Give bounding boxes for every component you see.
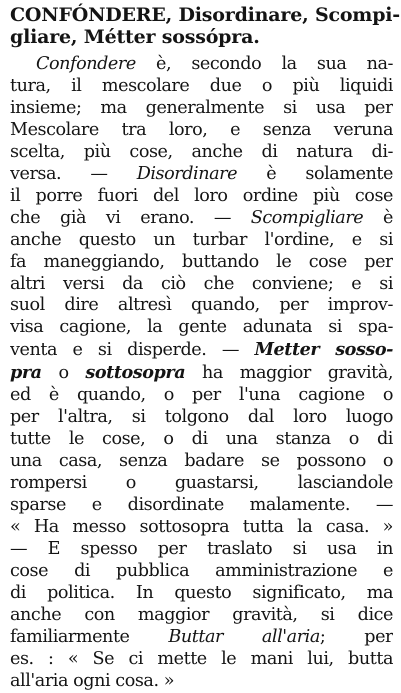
example-line — [10, 671, 393, 693]
example-text: « Ha messo sottosopra tutta la casa. » — [10, 517, 393, 538]
example-text: es. : « Se ci mette le mani lui, butta — [10, 648, 393, 669]
body-text: versa. — — [10, 163, 137, 184]
body-text: anche questo un turbar l'ordine, e si — [10, 229, 393, 250]
body-line — [10, 54, 393, 76]
body-text: rompersi o guastarsi, lasciandole — [10, 473, 393, 494]
body-text: Mescolare tra loro, e senza veruna — [10, 119, 393, 140]
body-line — [10, 605, 393, 627]
entry-heading — [10, 4, 400, 48]
body-text: venta e si disperde. — — [10, 340, 255, 361]
body-text: che già vi erano. — — [10, 207, 251, 228]
body-line — [10, 429, 393, 451]
body-text: è, secondo la sua na- — [135, 54, 393, 74]
body-text: fa maneggiando, buttando le cose per — [10, 251, 393, 272]
body-text: suol dire altresì quando, per improv- — [10, 295, 393, 316]
body-text: sparse e disordinate malamente. — — [10, 495, 393, 516]
body-line — [10, 451, 393, 473]
entry-heading-line-1: CONFÓNDERE, Disordinare, Scompi- — [10, 4, 400, 26]
term-scompigliare: Scompigliare — [250, 207, 364, 228]
body-line — [10, 252, 393, 274]
term-confondere: Confondere — [36, 54, 136, 74]
body-text: il porre fuori del loro ordine più cose — [10, 185, 393, 206]
body-text: cose di pubblica amministrazione e — [10, 560, 393, 581]
body-text: di politica. In questo significato, ma — [10, 582, 393, 603]
body-text: altri versi da ciò che conviene; e si — [10, 273, 393, 294]
body-text: o — [41, 363, 86, 384]
example-line — [10, 649, 393, 671]
term-sottosopra: sottosopra — [85, 362, 186, 384]
body-line — [10, 407, 393, 429]
body-text: ed è quando, o per l'una cagione o — [10, 385, 393, 406]
entry-body — [10, 54, 393, 693]
body-text: tutte le cose, o di una stanza o di — [10, 429, 393, 450]
body-line — [10, 98, 393, 120]
body-line — [10, 164, 393, 186]
term-disordinare: Disordinare — [136, 163, 238, 184]
body-line — [10, 295, 393, 317]
body-text: tura, il mescolare due o più liquidi — [10, 75, 393, 96]
body-line — [10, 317, 393, 339]
example-text: all'aria ogni cosa. » — [10, 670, 175, 691]
body-line — [10, 473, 393, 495]
body-text: scelta, più cose, anche di natura di- — [10, 141, 393, 162]
body-line — [10, 142, 393, 164]
body-line — [10, 385, 393, 407]
body-text: — E spesso per traslato si usa in — [10, 538, 393, 559]
body-line — [10, 76, 393, 98]
body-line — [10, 230, 393, 252]
body-line — [10, 120, 393, 142]
entry-heading-line-2: gliare, Métter sossópra. — [10, 26, 260, 48]
body-line — [10, 627, 393, 649]
body-text: ; per — [319, 626, 393, 647]
body-text: anche con maggior gravità, si dice — [10, 604, 393, 625]
body-line — [10, 339, 393, 362]
body-line — [10, 208, 393, 230]
body-line — [10, 274, 393, 296]
body-line — [10, 539, 393, 561]
body-text: visa cagione, la gente adunata si spa- — [10, 317, 393, 338]
term-metter-sossopra-cont: pra — [10, 362, 42, 384]
body-line — [10, 495, 393, 517]
body-text: insieme; ma generalmente si usa per — [10, 97, 393, 118]
body-line — [10, 362, 393, 385]
body-text: per l'altra, si tolgono dal loro luogo — [10, 407, 393, 428]
body-text: una casa, senza badare se possono o — [10, 451, 393, 472]
body-text: è — [363, 207, 393, 228]
example-line — [10, 517, 393, 539]
term-buttar-allaria: Buttar all'aria — [168, 626, 320, 647]
body-line — [10, 583, 393, 605]
body-text: ha maggior gravità, — [185, 363, 393, 384]
body-line — [10, 186, 393, 208]
term-metter-sossopra: Metter sosso- — [254, 339, 393, 361]
body-text: è solamente — [237, 163, 393, 184]
body-text: familiarmente — [10, 626, 169, 647]
body-line — [10, 561, 393, 583]
